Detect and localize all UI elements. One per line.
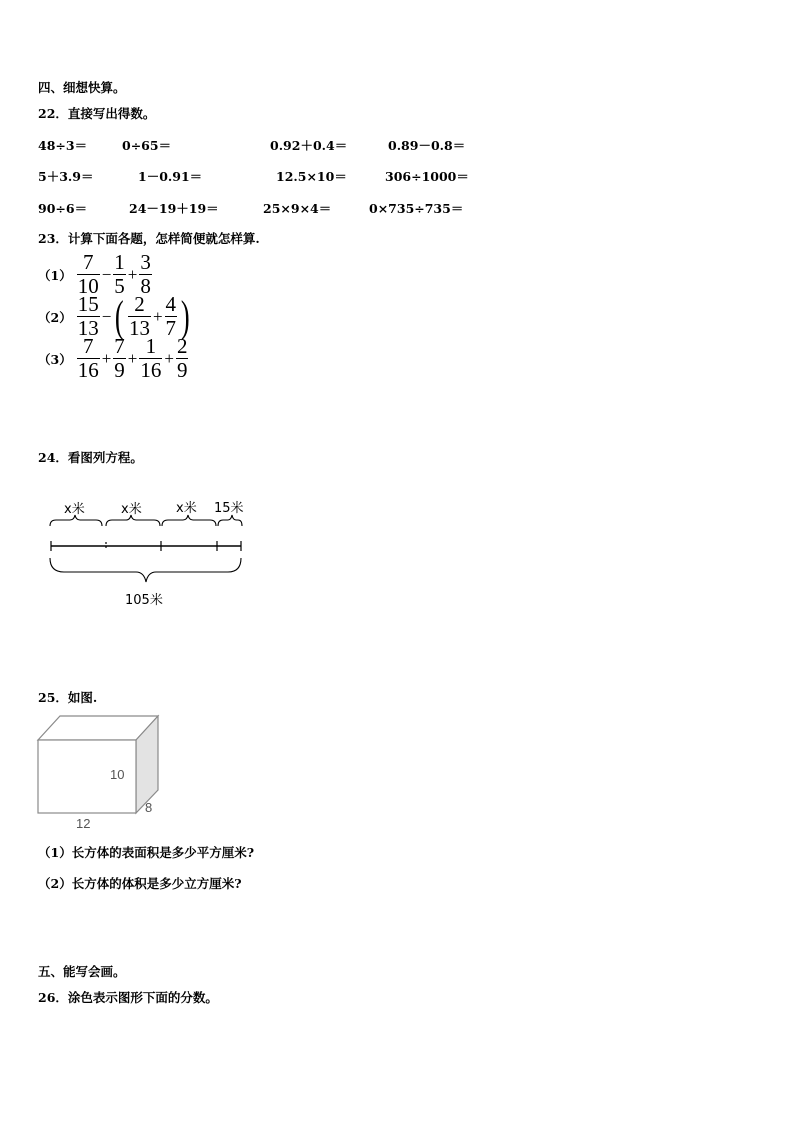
operator: + <box>101 348 112 368</box>
calc-item: 25×9×4＝ <box>263 201 332 216</box>
cuboid-figure <box>30 710 180 835</box>
question-26-title: 26．涂色表示图形下面的分数。 <box>38 990 218 1005</box>
length-label: 12 <box>76 816 91 831</box>
question-25-sub-1: （1）长方体的表面积是多少平方厘米? <box>38 845 255 860</box>
fraction: $\frac{7}{10}$ <box>77 250 99 298</box>
right-parenthesis: ) <box>180 291 190 341</box>
operator: + <box>127 264 138 284</box>
expression-label: （3） <box>38 351 72 367</box>
operator: + <box>164 348 174 368</box>
calc-item: 1－0.91＝ <box>138 169 203 184</box>
expression-label: （1） <box>38 267 72 283</box>
segment-label: x米 <box>176 501 197 516</box>
operator: − <box>101 306 112 326</box>
calc-item: 5＋3.9＝ <box>38 169 94 184</box>
question-23-title: 23．计算下面各题，怎样简便就怎样算. <box>38 231 260 246</box>
section-4-heading: 四、细想快算。 <box>38 80 126 95</box>
calc-item: 48÷3＝ <box>38 138 88 153</box>
question-24-title: 24．看图列方程。 <box>38 450 143 465</box>
calc-item: 90÷6＝ <box>38 201 88 216</box>
calc-item: 0÷65＝ <box>122 138 172 153</box>
calc-item: 24－19＋19＝ <box>129 201 219 216</box>
question-25-title: 25．如图. <box>38 690 98 705</box>
question-22-title: 22．直接写出得数。 <box>38 106 156 121</box>
operator: + <box>152 306 163 326</box>
calc-item: 0.92＋0.4＝ <box>270 138 348 153</box>
expression-3 <box>38 336 189 381</box>
segment-label: 15米 <box>214 501 244 516</box>
top-brace <box>218 515 242 526</box>
fraction: $\frac{2}{9}$ <box>176 334 188 382</box>
operator: − <box>101 264 112 284</box>
expression-label: （2） <box>38 309 72 325</box>
height-label: 10 <box>110 767 125 782</box>
bottom-brace <box>50 558 241 582</box>
width-label: 8 <box>145 800 153 815</box>
total-label: 105米 <box>125 593 163 608</box>
expression-1 <box>38 252 153 297</box>
fraction: $\frac{1}{16}$ <box>140 334 162 382</box>
expression-2 <box>38 291 193 341</box>
fraction: $\frac{3}{8}$ <box>140 250 151 298</box>
question-25-sub-2: （2）长方体的体积是多少立方厘米? <box>38 876 242 891</box>
fraction: $\frac{15}{13}$ <box>77 292 99 340</box>
left-parenthesis: ( <box>115 291 125 341</box>
fraction: $\frac{4}{7}$ <box>165 292 177 340</box>
calc-item: 306÷1000＝ <box>385 169 469 184</box>
segment-label: x米 <box>64 502 85 517</box>
calc-item: 0.89－0.8＝ <box>388 138 466 153</box>
operator: + <box>127 348 138 368</box>
fraction: $\frac{7}{9}$ <box>114 334 125 382</box>
fraction: $\frac{1}{5}$ <box>114 250 125 298</box>
section-5-heading: 五、能写会画。 <box>38 964 126 979</box>
fraction: $\frac{2}{13}$ <box>128 292 150 340</box>
top-brace <box>162 515 216 526</box>
calc-item: 12.5×10＝ <box>276 169 347 184</box>
segment-label: x米 <box>121 502 142 517</box>
fraction: $\frac{7}{16}$ <box>77 334 99 382</box>
calc-item: 0×735÷735＝ <box>369 201 464 216</box>
